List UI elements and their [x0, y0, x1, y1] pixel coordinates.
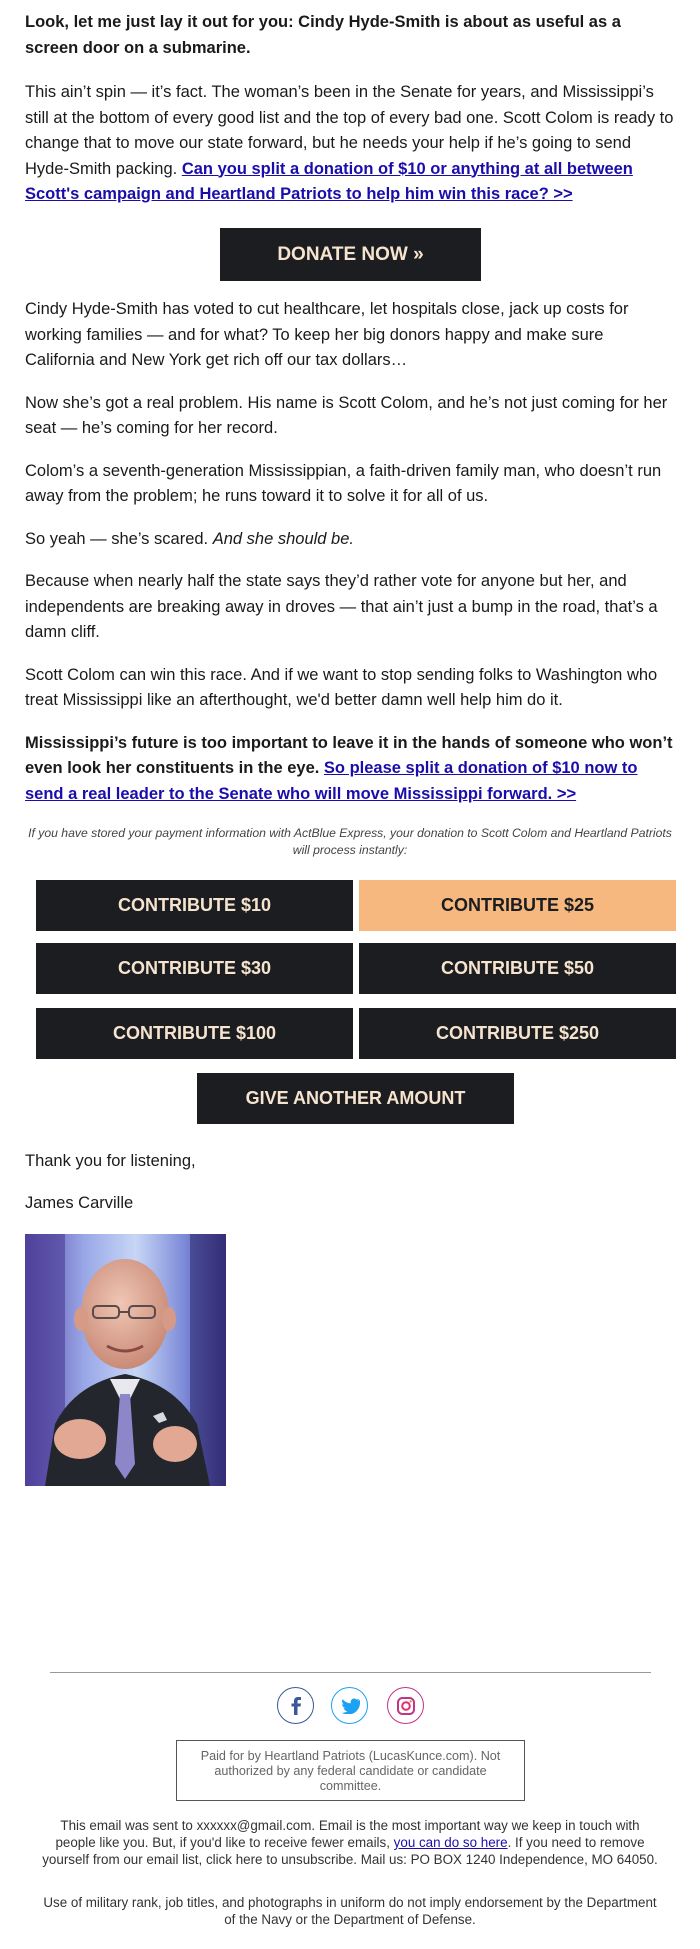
email-notice [40, 1817, 660, 1868]
twitter-icon[interactable] [331, 1687, 368, 1724]
contribute-250-button[interactable]: CONTRIBUTE $250 [359, 1008, 676, 1059]
donate-now-button[interactable]: DONATE NOW » [220, 228, 481, 281]
portrait-photo [25, 1234, 226, 1486]
intro-headline: Look, let me just lay it out for you: Cindy Hyde-Smith is about as useful as a screen door on a submarine. [25, 13, 621, 57]
military-disclaimer: Use of military rank, job titles, and photographs in uniform do not imply endorsement by the Department of the Navy or the Department of Defense. [43, 1895, 657, 1927]
body-paragraph-can-win: Scott Colom can win this race. And if we want to stop sending folks to Washington who treat Mississippi like an afterthought, we'd better damn well help him do it. [25, 665, 658, 709]
email-notice-pre: This email was sent to [60, 1818, 197, 1833]
contribute-50-button[interactable]: CONTRIBUTE $50 [359, 943, 676, 994]
email-notice-post: . If you need to remove yourself from our email list, click here to unsubscribe. Mail us: PO BOX 1240 Independence, MO 64050. [42, 1835, 658, 1867]
body-paragraph-future [25, 731, 675, 808]
body-paragraph-scared [25, 527, 675, 553]
scared-italic-text: And she should be. [212, 529, 354, 548]
signoff-thanks: Thank you for listening, [25, 1152, 196, 1170]
fewer-emails-link[interactable]: you can do so here [393, 1835, 508, 1850]
facebook-icon[interactable] [277, 1687, 314, 1724]
intro-paragraph [25, 80, 675, 208]
instagram-icon[interactable] [387, 1687, 424, 1724]
body-paragraph-cliff: Because when nearly half the state says they’d rather vote for anyone but her, and independents are breaking away in droves — that ain’t just a bump in the road, that’s a damn cliff. [25, 572, 658, 641]
actblue-express-note: If you have stored your payment information with ActBlue Express, your donation to Scott Colom and Heartland Patriots will process instantly: [28, 826, 672, 857]
paid-for-disclaimer: Paid for by Heartland Patriots (LucasKunce.com). Not authorized by any federal candidate or candidate committee. [176, 1740, 525, 1801]
signoff-name: James Carville [25, 1194, 134, 1212]
contribute-30-button[interactable]: CONTRIBUTE $30 [36, 943, 353, 994]
give-another-amount-button[interactable]: GIVE ANOTHER AMOUNT [197, 1073, 514, 1124]
body-paragraph-healthcare: Cindy Hyde-Smith has voted to cut healthcare, let hospitals close, jack up costs for working families — and for what? To keep her big donors happy and make sure California and New York get rich off our tax dollars… [25, 300, 629, 369]
footer-divider [50, 1672, 651, 1673]
contribute-25-button[interactable]: CONTRIBUTE $25 [359, 880, 676, 931]
future-bold-text: Mississippi’s future is too important to leave it in the hands of someone who won’t even look her constituents in the eye. [25, 733, 673, 777]
recipient-email: xxxxxx@gmail.com [196, 1818, 312, 1833]
send-leader-link[interactable]: So please split a donation of $10 now to send a real leader to the Senate who will move Mississippi forward. >> [25, 759, 638, 803]
email-notice-mid: . Email is the most important way we keep in touch with people like you. But, if you'd like to receive fewer emails, [55, 1818, 640, 1850]
intro-paragraph-text: This ain’t spin — it’s fact. The woman’s been in the Senate for years, and Mississippi’s still at the bottom of every good list and the top of every bad one. Scott Colom is ready to change that to move our state forward, but he needs your help if he’s going to send Hyde-Smith packing. [25, 83, 674, 178]
body-paragraph-colom-bio: Colom’s a seventh-generation Mississippian, a faith-driven family man, who doesn’t run away from the problem; he runs toward it to solve it for all of us. [25, 461, 662, 505]
contribute-100-button[interactable]: CONTRIBUTE $100 [36, 1008, 353, 1059]
body-paragraph-real-problem: Now she’s got a real problem. His name is Scott Colom, and he’s not just coming for her seat — he’s coming for her record. [25, 393, 668, 437]
scared-text: So yeah — she’s scared. [25, 529, 213, 548]
split-donation-link[interactable]: Can you split a donation of $10 or anything at all between Scott's campaign and Heartland Patriots to help him win this race? >> [25, 159, 633, 203]
contribute-10-button[interactable]: CONTRIBUTE $10 [36, 880, 353, 931]
